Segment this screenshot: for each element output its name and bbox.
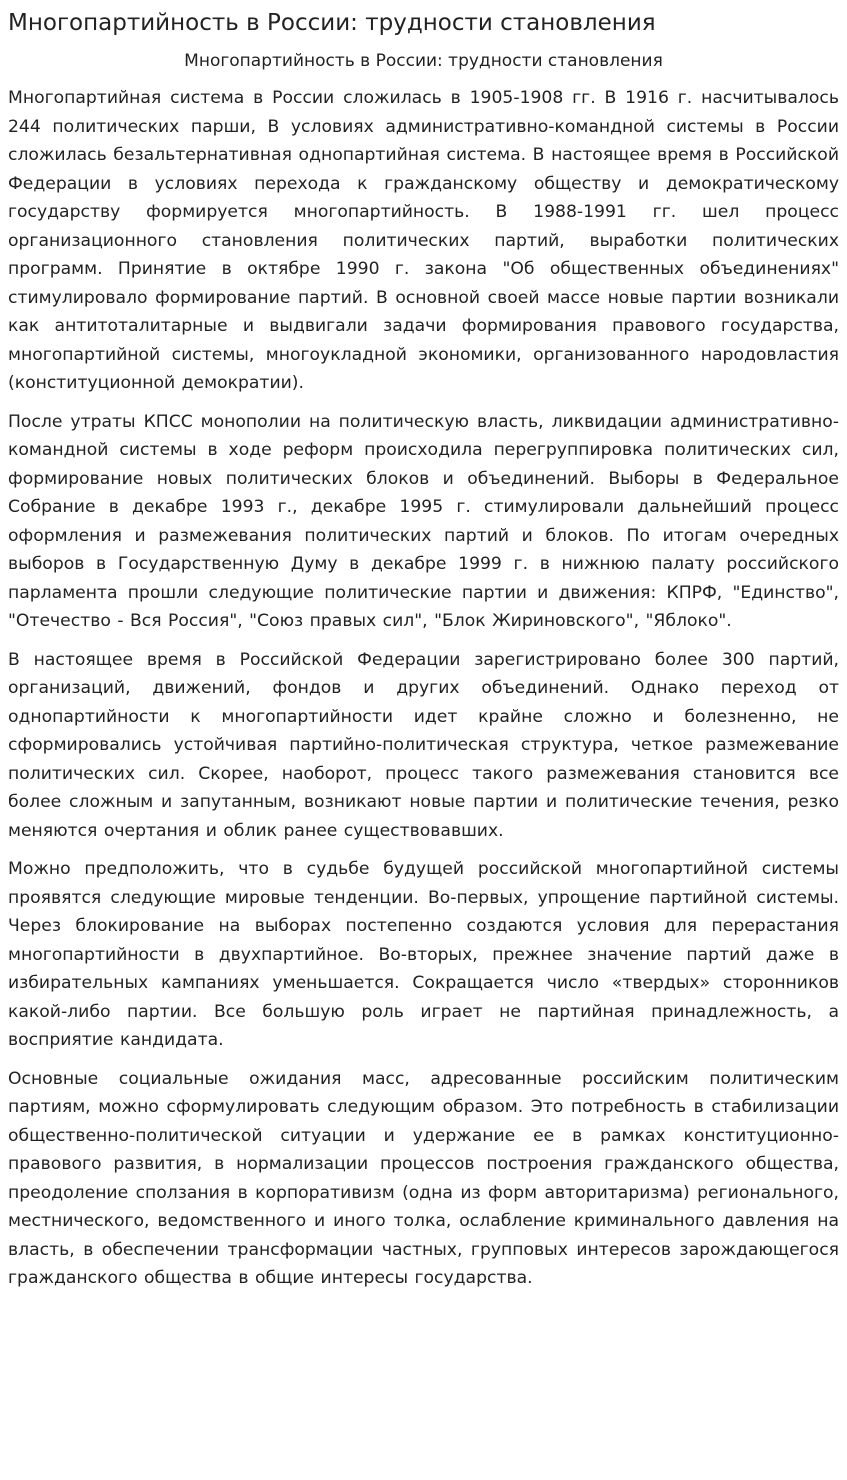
- page-title: Многопартийность в России: трудности становления: [8, 10, 656, 36]
- paragraph-3: В настоящее время в Российской Федерации зарегистрировано более 300 партий, организаций, движений, фондов и других объединений. Однако переход от однопартийности к многопартийности идет крайне сложно и болезненно, не сформировались устойчивая партийно-политическая структура, четкое размежевание политических сил. Скорее, наоборот, процесс такого размежевания становится все более сложным и запутанным, возникают новые партии и политические течения, резко меняются очертания и облик ранее существовавших.: [8, 649, 839, 841]
- paragraph-5: Основные социальные ожидания масс, адресованные российским политическим партиям, можно сформулировать следующим образом. Это потребность в стабилизации общественно-политической ситуации и удержание ее в рамках конституционно-правового развития, в нормализации процессов построения гражданского общества, преодоление сползания в корпоративизм (одна из форм авторитаризма) регионального, местнического, ведомственного и иного толка, ослабление криминального давления на власть, в обеспечении трансформации частных, групповых интересов зарождающегося гражданского общества в общие интересы государства.: [8, 1068, 839, 1288]
- paragraph-2: После утраты КПСС монополии на политическую власть, ликвидации административно-командной системы в ходе реформ происходила перегруппировка политических сил, формирование новых политических блоков и объединений. Выборы в Федеральное Собрание в декабре 1993 г., декабре 1995 г. стимулировали дальнейший процесс оформления и размежевания политических партий и блоков. По итогам очередных выборов в Государственную Думу в декабре 1999 г. в нижнюю палату российского парламента прошли следующие политические партии и движения: КПРФ, "Единство", "Отечество - Вся Россия", "Союз правых сил", "Блок Жириновского", "Яблоко".: [8, 411, 839, 631]
- paragraph-1: Многопартийная система в России сложилась в 1905-1908 гг. В 1916 г. насчитывалось 244 политических парши, В условиях административно-командной системы в России сложилась безальтернативная однопартийная система. В настоящее время в Российской Федерации в условиях перехода к гражданскому обществу и демократическому государству формируется многопартийность. В 1988-1991 гг. шел процесс организационного становления политических партий, выработки политических программ. Принятие в октябре 1990 г. закона "Об общественных объединениях" стимулировало формирование партий. В основной своей массе новые партии возникали как антитоталитарные и выдвигали задачи формирования правового государства, многопартийной системы, многоукладной экономики, организованного народовластия (конституционной демократии).: [8, 88, 839, 393]
- article-subtitle: Многопартийность в России: трудности становления: [184, 51, 663, 71]
- paragraph-4: Можно предположить, что в судьбе будущей российской многопартийной системы проявятся следующие мировые тенденции. Во-первых, упрощение партийной системы. Через блокирование на выборах постепенно создаются условия для перерастания многопартийности в двухпартийное. Во-вторых, прежнее значение партий даже в избирательных кампаниях уменьшается. Сокращается число «твердых» сторонников какой-либо партии. Все большую роль играет не партийная принадлежность, а восприятие кандидата.: [8, 859, 839, 1050]
